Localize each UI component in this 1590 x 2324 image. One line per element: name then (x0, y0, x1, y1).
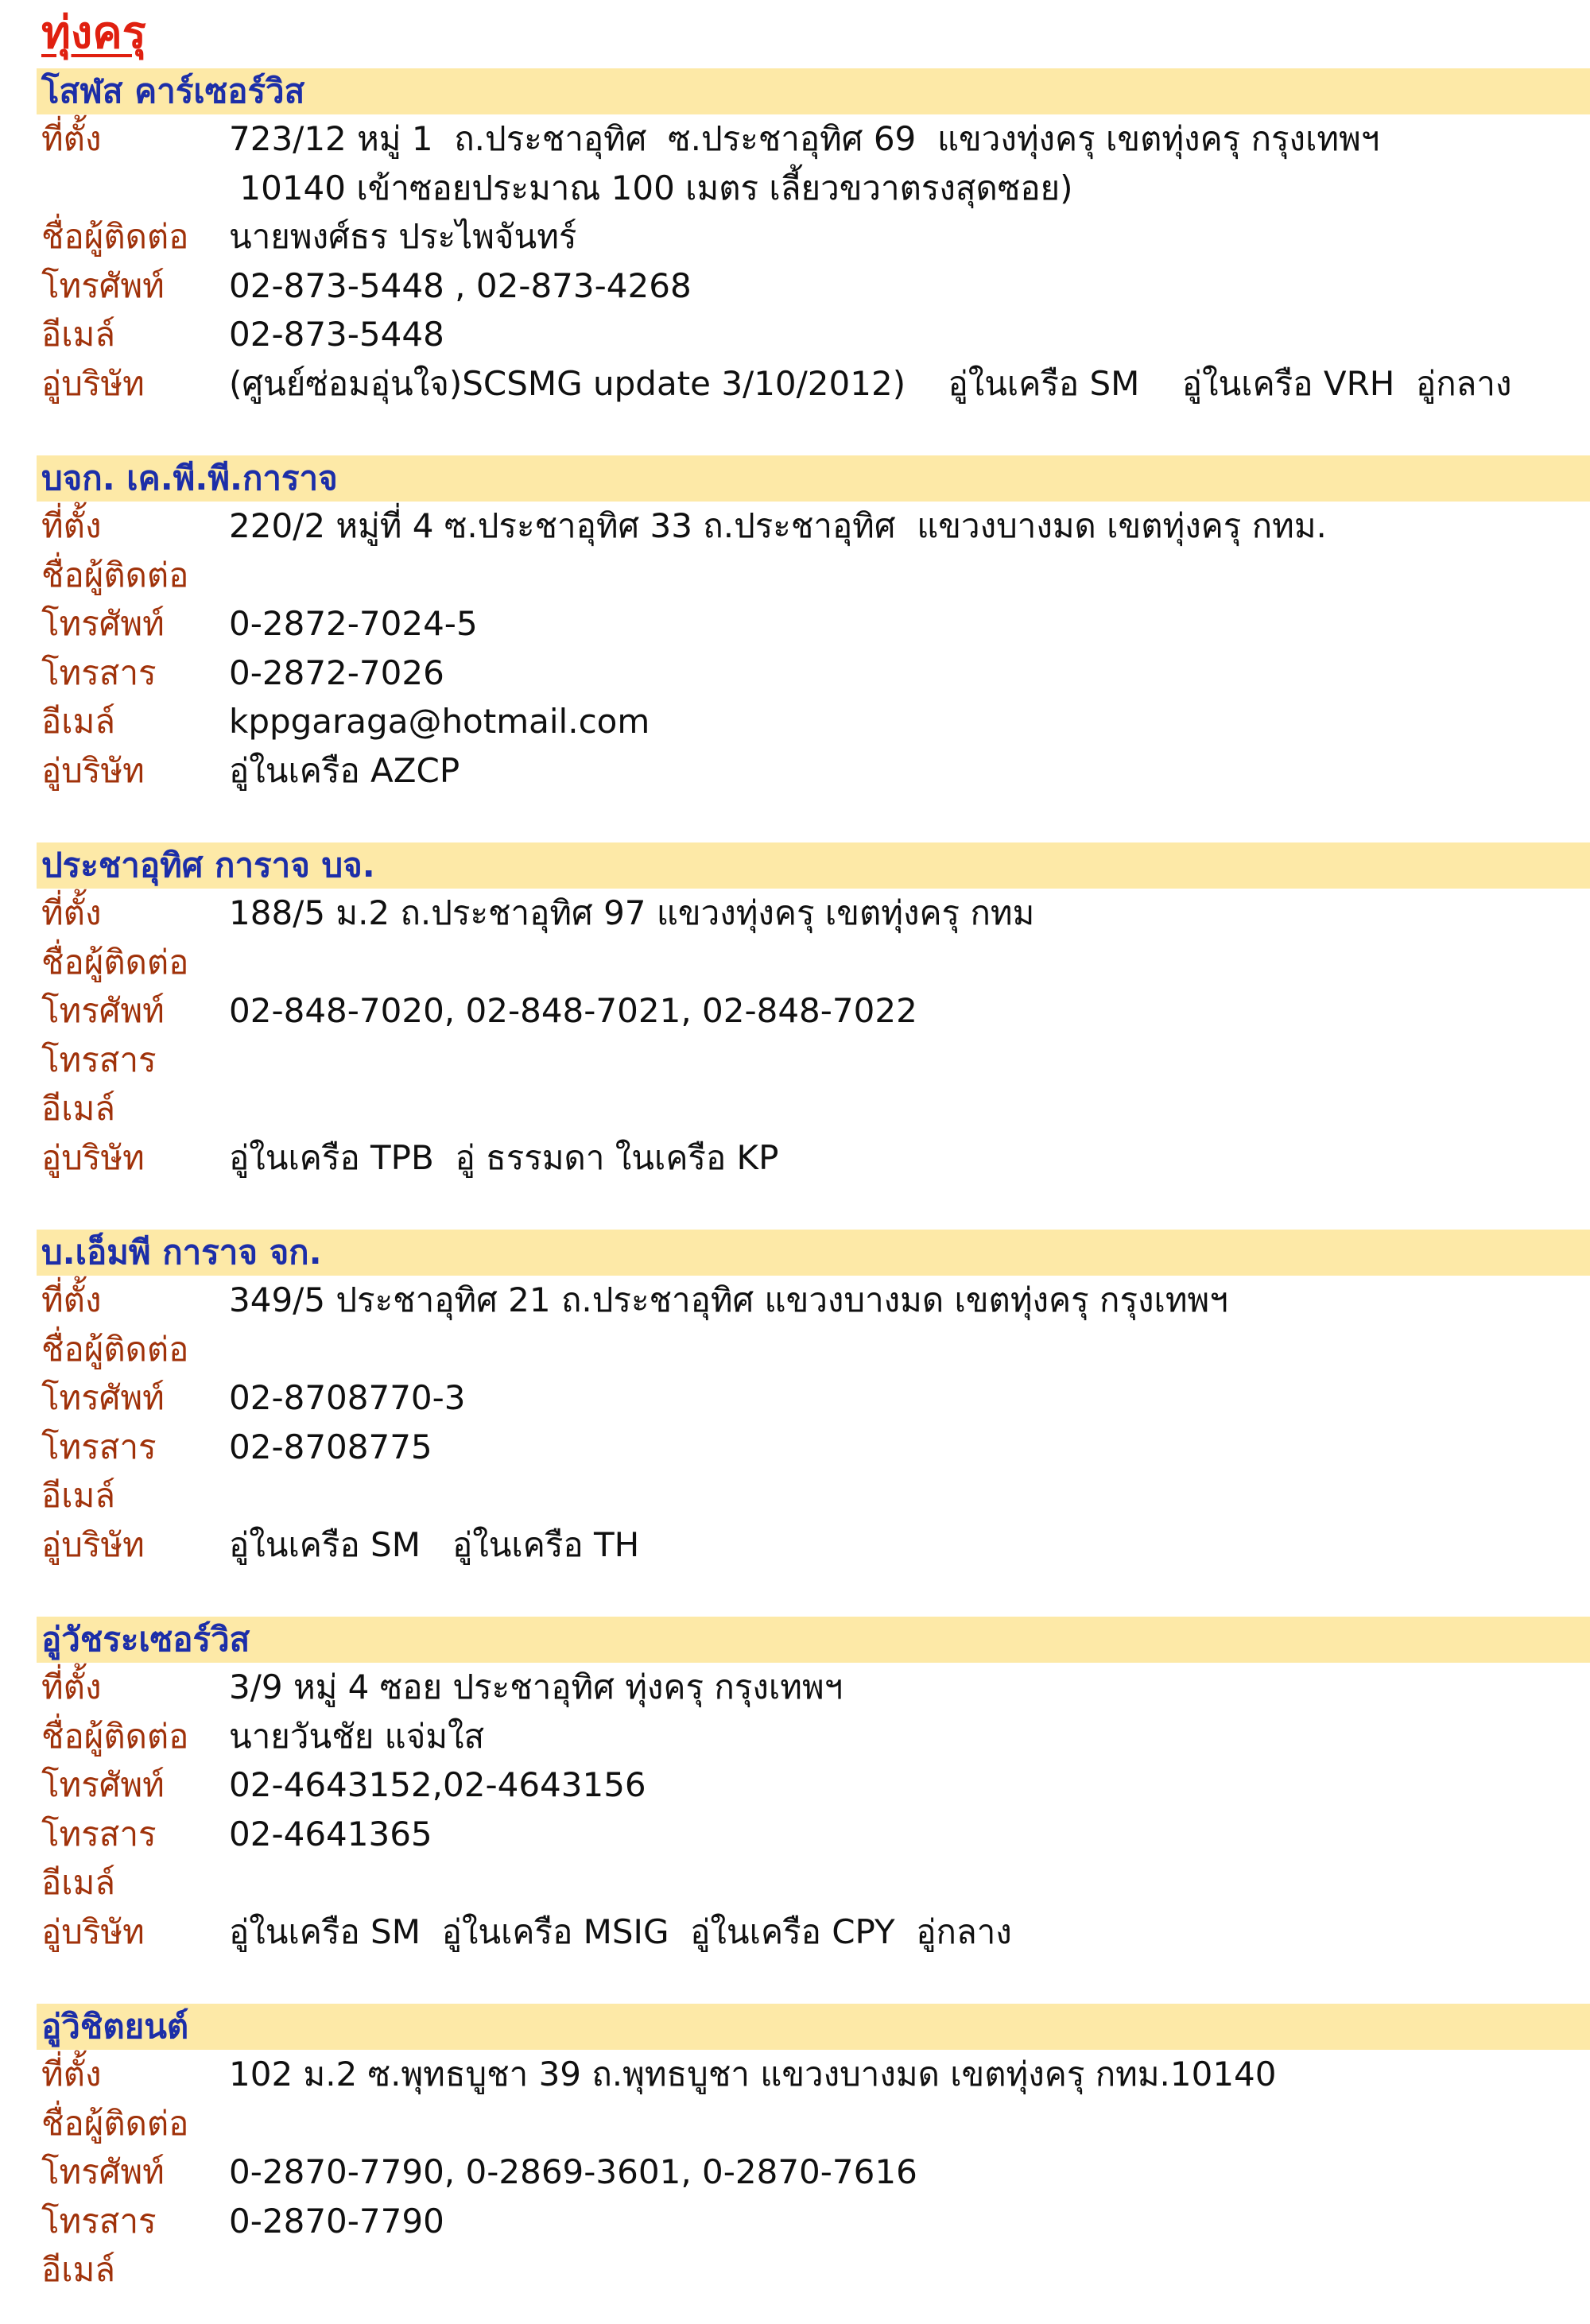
field-label: ที่ตั้ง (41, 2055, 102, 2094)
field-label: อู่บริษัท (41, 363, 145, 403)
garage-entry (0, 1617, 1590, 1956)
field-value-phone: 02-8708770-3 (229, 1378, 466, 1417)
field-value-contact (229, 1325, 1517, 1374)
field-label: อู่บริษัท (41, 1524, 145, 1564)
field-row-contact (0, 1712, 1590, 1761)
field-label: โทรสาร (41, 1427, 157, 1466)
field-label: อู่บริษัท (41, 1911, 145, 1951)
field-label: อีเมล์ (41, 1863, 116, 1902)
field-value-address: 102 ม.2 ซ.พุทธบูชา 39 ถ.พุทธบูชา แขวงบางมด เขตทุ่งครุ กทม.10140 (229, 2055, 1277, 2094)
field-value-fax: 0-2872-7026 (229, 653, 444, 692)
garage-entry (0, 1230, 1590, 1569)
field-label: โทรศัพท์ (41, 604, 165, 643)
field-label: ชื่อผู้ติดต่อ (41, 217, 189, 256)
field-row-contact (0, 938, 1590, 987)
field-value-contact (229, 938, 1517, 987)
field-row-phone (0, 1373, 1590, 1423)
field-row-contact (0, 2099, 1590, 2148)
field-value-email (229, 2245, 1517, 2295)
field-value-email: 02-873-5448 (229, 315, 444, 354)
field-value-company: อู่ในเครือ SM อู่ในเครือ MSIG อู่ในเครือ CPY อู่กลาง (229, 1911, 1012, 1951)
garage-name: โสฬส คาร์เซอร์วิส (37, 68, 1590, 114)
field-row-address (0, 502, 1590, 551)
field-value-phone: 0-2870-7790, 0-2869-3601, 0-2870-7616 (229, 2152, 917, 2191)
field-label: ชื่อผู้ติดต่อ (41, 1329, 189, 1369)
field-label: โทรสาร (41, 1040, 157, 1079)
field-label: โทรสาร (41, 1814, 157, 1853)
garage-list (0, 68, 1590, 2295)
field-row-email (0, 1471, 1590, 1520)
field-row-email (0, 1858, 1590, 1908)
field-value-phone: 02-4643152,02-4643156 (229, 1765, 646, 1804)
field-row-company (0, 359, 1590, 409)
field-value-fax (229, 1036, 1517, 1085)
garage-name: อู่วิชิตยนต์ (37, 2004, 1590, 2050)
field-row-contact (0, 1325, 1590, 1374)
field-value-email (229, 1858, 1517, 1908)
field-value-email (229, 1471, 1517, 1520)
field-label: ที่ตั้ง (41, 1280, 102, 1319)
field-value-contact: นายวันชัย แจ่มใส (229, 1716, 485, 1756)
field-label: อีเมล์ (41, 1089, 116, 1128)
field-row-phone (0, 986, 1590, 1036)
field-row-company (0, 1520, 1590, 1570)
field-value-email (229, 1084, 1517, 1133)
field-label: โทรศัพท์ (41, 1378, 165, 1417)
field-row-phone (0, 1760, 1590, 1810)
field-label: อีเมล์ (41, 2250, 116, 2289)
field-value-fax: 02-4641365 (229, 1814, 432, 1853)
field-label: ชื่อผู้ติดต่อ (41, 2103, 189, 2143)
field-label: อีเมล์ (41, 702, 116, 741)
field-row-phone (0, 2148, 1590, 2197)
field-row-email (0, 697, 1590, 746)
field-value-contact (229, 2099, 1517, 2148)
field-row-fax (0, 1810, 1590, 1859)
field-row-phone (0, 261, 1590, 311)
garage-name: บจก. เค.พี.พี.การาจ (37, 455, 1590, 502)
field-label: อู่บริษัท (41, 1137, 145, 1177)
field-row-company (0, 1908, 1590, 1957)
field-label: ชื่อผู้ติดต่อ (41, 1716, 189, 1756)
field-row-contact (0, 551, 1590, 600)
field-value-phone: 02-873-5448 , 02-873-4268 (229, 265, 692, 305)
field-row-company (0, 1133, 1590, 1183)
field-label: อู่บริษัท (41, 750, 145, 790)
garage-entry (0, 68, 1590, 408)
field-value-company: อู่ในเครือ AZCP (229, 750, 460, 790)
field-row-address (0, 889, 1590, 938)
garage-entry (0, 455, 1590, 795)
field-value-company: อู่ในเครือ TPB อู่ ธรรมดา ในเครือ KP (229, 1137, 779, 1177)
field-row-fax (0, 1423, 1590, 1472)
field-row-fax (0, 1036, 1590, 1085)
field-value-address: 723/12 หมู่ 1 ถ.ประชาอุทิศ ซ.ประชาอุทิศ 69 แขวงทุ่งครุ เขตทุ่งครุ กรุงเทพฯ 10140 เข้าซอยประมาณ 100 เมตร เลี้ยวขวาตรงสุดซอย) (229, 119, 1380, 207)
field-label: โทรสาร (41, 2201, 157, 2241)
field-row-address (0, 2050, 1590, 2099)
garage-name: ประชาอุทิศ การาจ บจ. (37, 842, 1590, 889)
field-label: ชื่อผู้ติดต่อ (41, 942, 189, 982)
field-label: ที่ตั้ง (41, 506, 102, 545)
field-value-phone: 0-2872-7024-5 (229, 604, 478, 643)
garage-name: อู่วัชระเซอร์วิส (37, 1617, 1590, 1663)
field-label: โทรศัพท์ (41, 1765, 165, 1804)
garage-name: บ.เอ็มพี การาจ จก. (37, 1230, 1590, 1276)
field-row-address (0, 1663, 1590, 1712)
field-value-contact (229, 551, 1517, 600)
field-value-company: (ศูนย์ซ่อมอุ่นใจ)SCSMG update 3/10/2012) อู่ในเครือ SM อู่ในเครือ VRH อู่กลาง (229, 363, 1512, 403)
garage-entry (0, 2004, 1590, 2295)
field-label: โทรศัพท์ (41, 2152, 165, 2191)
field-label: ชื่อผู้ติดต่อ (41, 555, 189, 595)
page-title: ทุ่งครุ (41, 7, 146, 59)
field-label: อีเมล์ (41, 1476, 116, 1515)
field-label: ที่ตั้ง (41, 1667, 102, 1706)
field-value-email: kppgaraga@hotmail.com (229, 702, 650, 741)
field-label: โทรศัพท์ (41, 265, 165, 305)
field-label: ที่ตั้ง (41, 893, 102, 932)
field-row-company (0, 746, 1590, 796)
field-row-address (0, 1276, 1590, 1325)
field-label: โทรศัพท์ (41, 991, 165, 1030)
field-value-fax: 0-2870-7790 (229, 2201, 444, 2241)
field-value-fax: 02-8708775 (229, 1427, 432, 1466)
field-row-phone (0, 599, 1590, 649)
field-row-email (0, 2245, 1590, 2295)
field-row-email (0, 310, 1590, 359)
field-value-address: 220/2 หมู่ที่ 4 ซ.ประชาอุทิศ 33 ถ.ประชาอุทิศ แขวงบางมด เขตทุ่งครุ กทม. (229, 506, 1327, 545)
field-row-fax (0, 649, 1590, 698)
field-value-address: 349/5 ประชาอุทิศ 21 ถ.ประชาอุทิศ แขวงบางมด เขตทุ่งครุ กรุงเทพฯ (229, 1280, 1228, 1319)
field-value-phone: 02-848-7020, 02-848-7021, 02-848-7022 (229, 991, 917, 1030)
field-label: ที่ตั้ง (41, 119, 102, 158)
field-row-fax (0, 2197, 1590, 2246)
field-value-company: อู่ในเครือ SM อู่ในเครือ TH (229, 1524, 640, 1564)
garage-entry (0, 842, 1590, 1182)
field-label: อีเมล์ (41, 315, 116, 354)
field-value-address: 3/9 หมู่ 4 ซอย ประชาอุทิศ ทุ่งครุ กรุงเทพฯ (229, 1667, 843, 1706)
field-row-email (0, 1084, 1590, 1133)
field-value-contact: นายพงศ์ธร ประไพจันทร์ (229, 217, 577, 256)
field-row-contact (0, 212, 1590, 261)
field-label: โทรสาร (41, 653, 157, 692)
field-value-address: 188/5 ม.2 ถ.ประชาอุทิศ 97 แขวงทุ่งครุ เขตทุ่งครุ กทม (229, 893, 1035, 932)
field-row-address (0, 114, 1590, 212)
